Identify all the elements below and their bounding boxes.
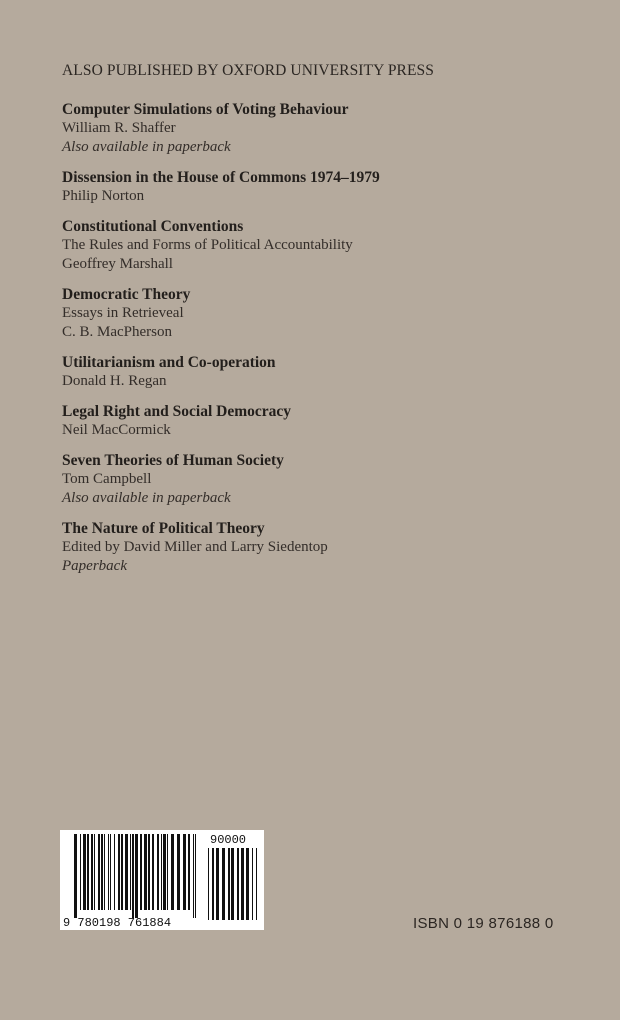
book-author: Geoffrey Marshall (62, 256, 173, 272)
book-note: Also available in paperback (62, 139, 231, 155)
barcode-graphic (60, 830, 264, 930)
book-author: Edited by David Miller and Larry Siedentop (62, 539, 328, 555)
book-entry (62, 402, 582, 440)
barcode-main-bars (74, 834, 196, 918)
book-subtitle: The Rules and Forms of Political Accountability (62, 237, 353, 253)
barcode-addon-bars (208, 848, 257, 920)
book-list (62, 100, 582, 587)
book-entry (62, 519, 582, 576)
book-subtitle: Essays in Retrieveal (62, 305, 184, 321)
isbn-number: ISBN 0 19 876188 0 (413, 915, 554, 932)
book-title: Computer Simulations of Voting Behaviour (62, 101, 349, 118)
barcode-digits: 9 780198 761884 (63, 916, 172, 930)
book-entry (62, 451, 582, 508)
book-title: Seven Theories of Human Society (62, 452, 284, 469)
book-title: Democratic Theory (62, 286, 191, 303)
book-entry (62, 217, 582, 274)
book-author: Neil MacCormick (62, 422, 171, 438)
book-entry (62, 168, 582, 206)
book-entry (62, 100, 582, 157)
book-note: Also available in paperback (62, 490, 231, 506)
barcode-addon-digits: 90000 (210, 833, 247, 847)
book-entry (62, 353, 582, 391)
book-author: Tom Campbell (62, 471, 152, 487)
header-heading: ALSO PUBLISHED BY OXFORD UNIVERSITY PRESS (62, 62, 434, 79)
book-title: The Nature of Political Theory (62, 520, 265, 537)
book-author: William R. Shaffer (62, 120, 176, 136)
book-title: Dissension in the House of Commons 1974–1979 (62, 169, 380, 186)
book-title: Constitutional Conventions (62, 218, 244, 235)
book-author: Philip Norton (62, 188, 145, 204)
book-author: Donald H. Regan (62, 373, 167, 389)
book-title: Utilitarianism and Co-operation (62, 354, 276, 371)
book-title: Legal Right and Social Democracy (62, 403, 292, 420)
book-entry (62, 285, 582, 342)
book-note: Paperback (62, 558, 127, 574)
book-author: C. B. MacPherson (62, 324, 172, 340)
barcode (60, 830, 264, 930)
